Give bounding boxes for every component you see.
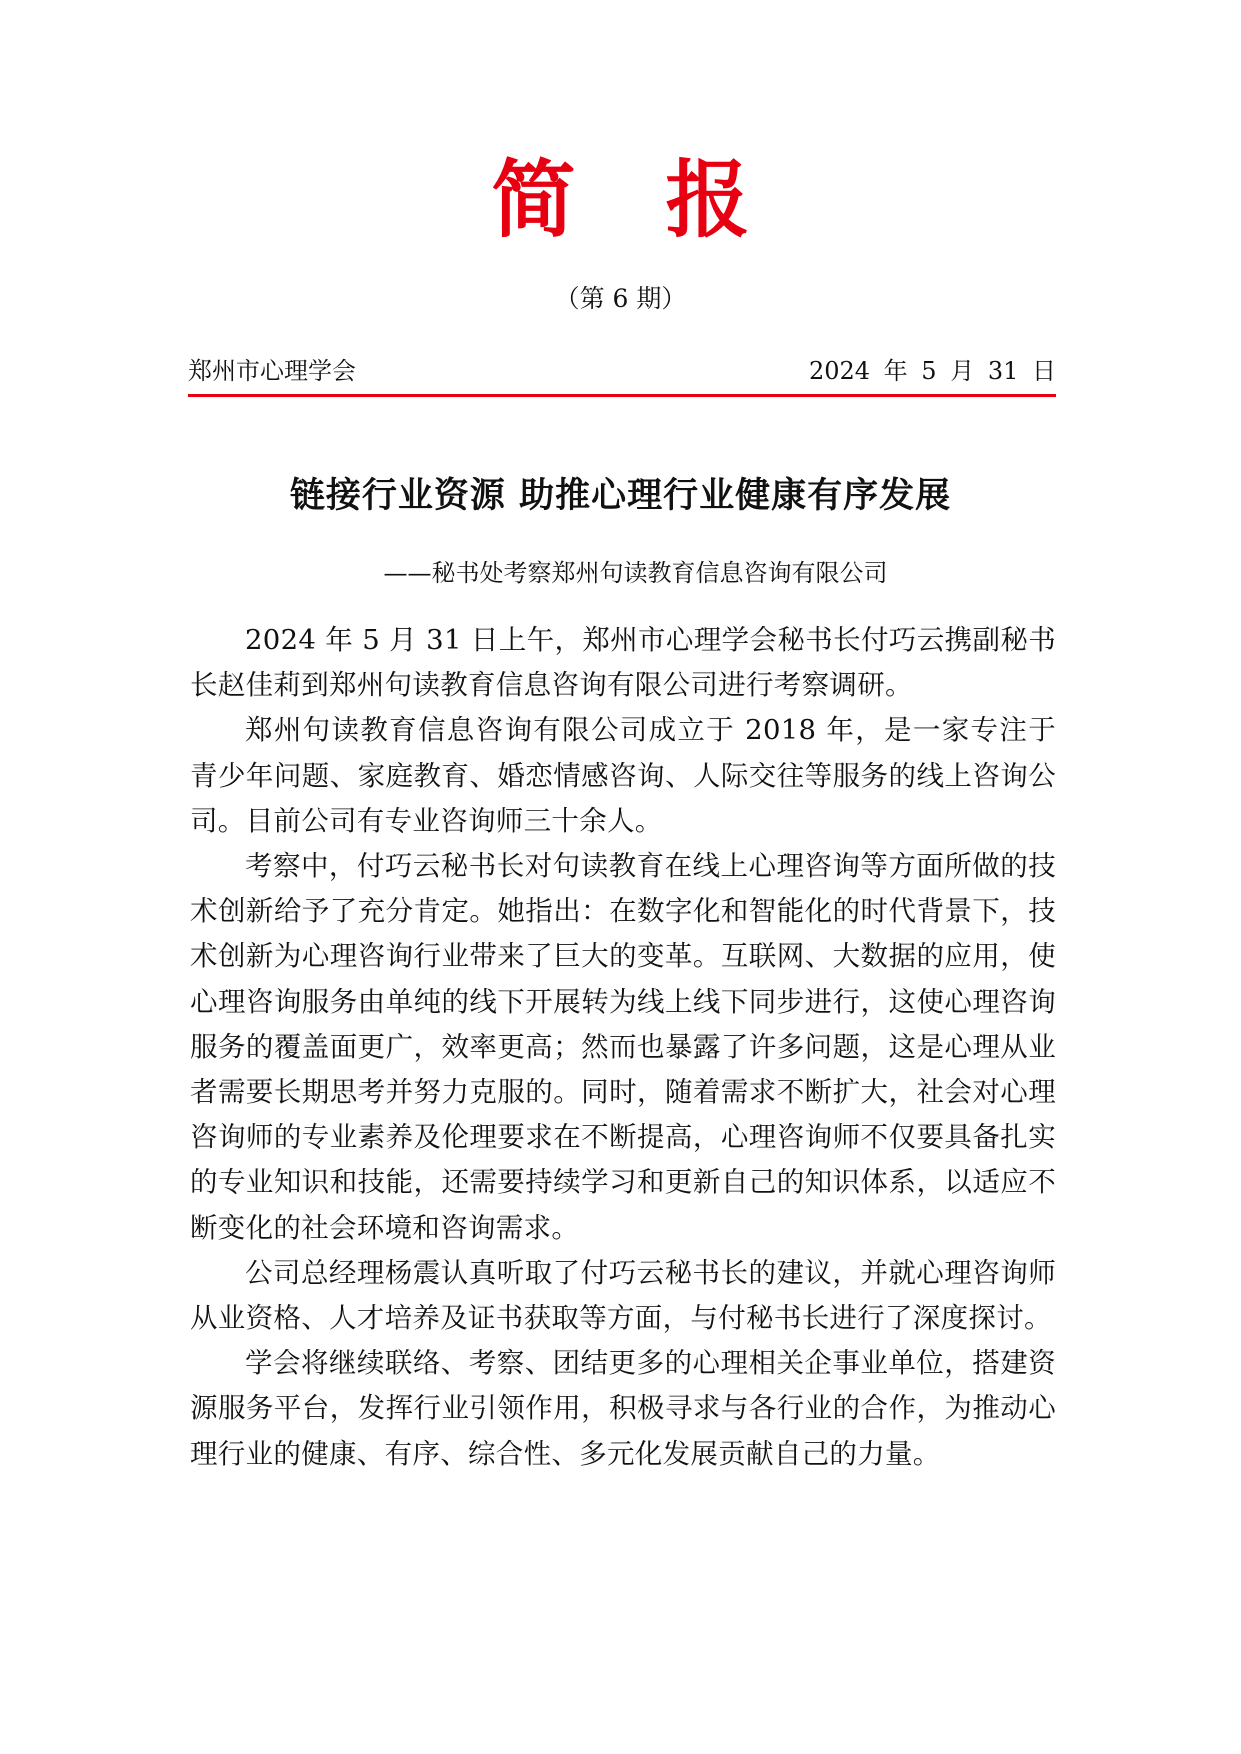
header-divider bbox=[188, 394, 1056, 397]
article-paragraph: 郑州句读教育信息咨询有限公司成立于 2018 年，是一家专注于青少年问题、家庭教育、婚恋情感咨询、人际交往等服务的线上咨询公司。目前公司有专业咨询师三十余人。 bbox=[190, 714, 1056, 837]
publish-date: 2024 年 5 月 31 日 bbox=[808, 357, 1056, 385]
article-subheadline: ——秘书处考察郑州句读教育信息咨询有限公司 bbox=[383, 559, 888, 587]
article-paragraph: 2024 年 5 月 31 日上午，郑州市心理学会秘书长付巧云携副秘书长赵佳莉到郑州句读教育信息咨询有限公司进行考察调研。 bbox=[190, 624, 1056, 702]
meta-row bbox=[188, 354, 1056, 388]
issue-number: （第 6 期） bbox=[554, 284, 687, 313]
article-paragraph: 考察中，付巧云秘书长对句读教育在线上心理咨询等方面所做的技术创新给予了充分肯定。她指出：在数字化和智能化的时代背景下，技术创新为心理咨询行业带来了巨大的变革。互联网、大数据的应用，使心理咨询服务由单纯的线下开展转为线上线下同步进行，这使心理咨询服务的覆盖面更广，效率更高；然而也暴露了许多问题，这是心理从业者需要长期思考并努力克服的。同时，随着需求不断扩大，社会对心理咨询师的专业素养及伦理要求在不断提高，心理咨询师不仅要具备扎实的专业知识和技能，还需要持续学习和更新自己的知识体系，以适应不断变化的社会环境和咨询需求。 bbox=[190, 850, 1056, 1244]
article-headline: 链接行业资源 助推心理行业健康有序发展 bbox=[289, 476, 952, 516]
article-body bbox=[190, 618, 1056, 1477]
organization-name: 郑州市心理学会 bbox=[188, 357, 356, 385]
article-paragraph: 学会将继续联络、考察、团结更多的心理相关企事业单位，搭建资源服务平台，发挥行业引领作用，积极寻求与各行业的合作，为推动心理行业的健康、有序、综合性、多元化发展贡献自己的力量。 bbox=[190, 1347, 1056, 1470]
article-paragraph: 公司总经理杨震认真听取了付巧云秘书长的建议，并就心理咨询师从业资格、人才培养及证书获取等方面，与付秘书长进行了深度探讨。 bbox=[190, 1256, 1056, 1335]
masthead-title: 简报 bbox=[491, 150, 840, 249]
